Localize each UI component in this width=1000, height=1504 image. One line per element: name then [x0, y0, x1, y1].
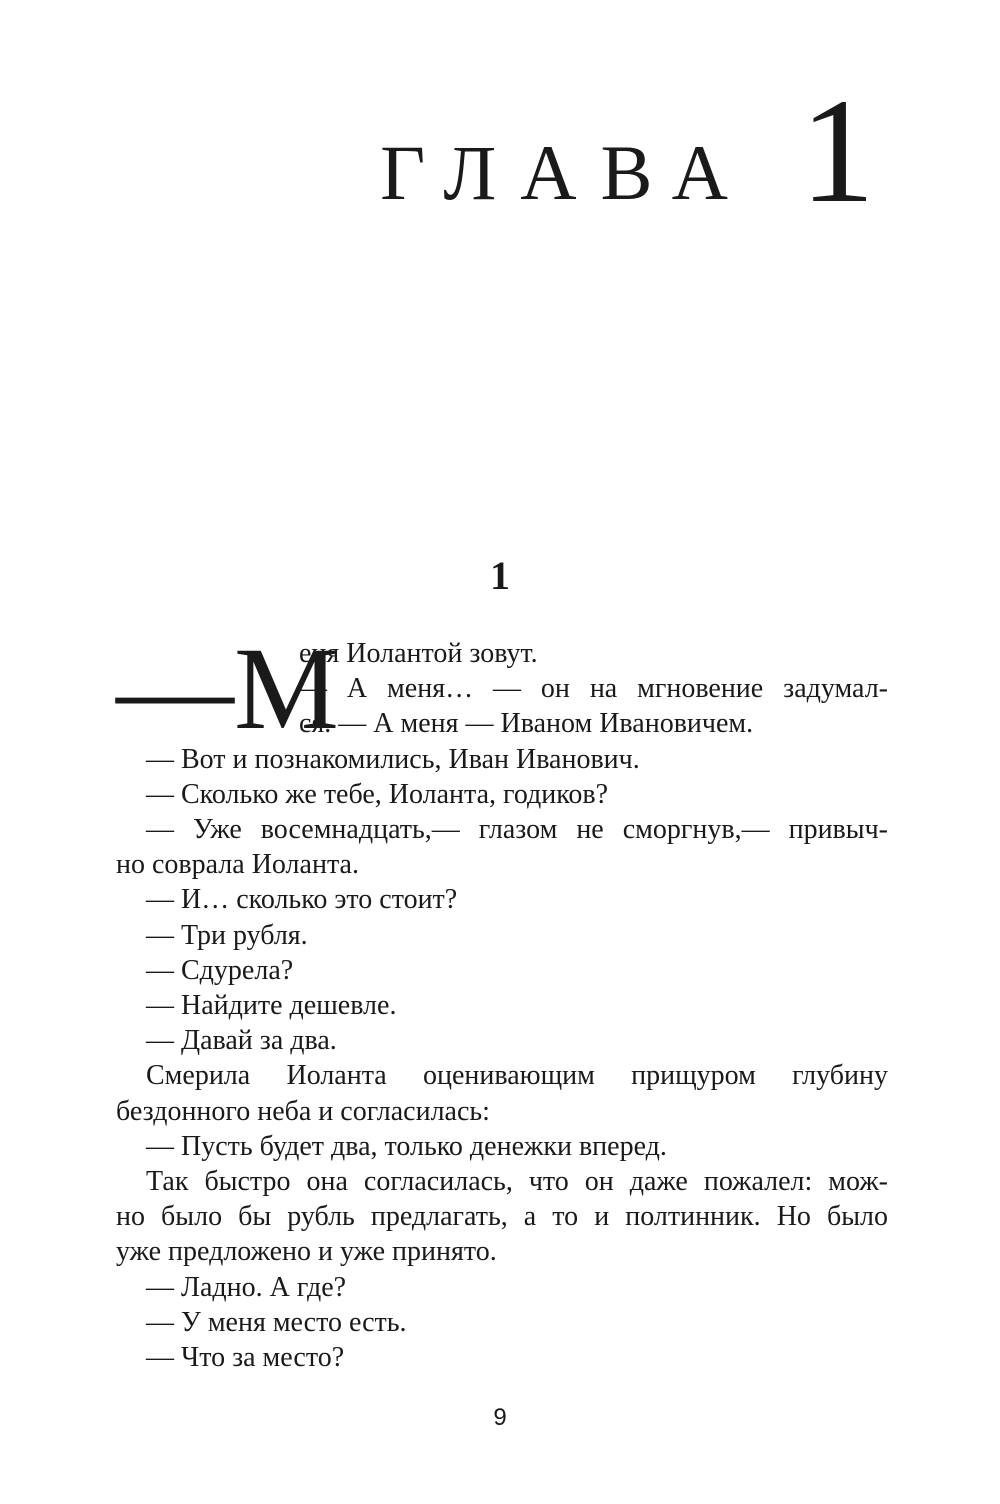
text-line: — И… сколько это стоит?: [146, 884, 458, 916]
page-number: 9: [493, 1404, 507, 1431]
text-line: но соврала Иоланта.: [116, 849, 359, 881]
text-line: — Что за место?: [146, 1342, 345, 1374]
text-line: — Найдите дешевле.: [146, 990, 397, 1022]
text-line: — А меня… — он на мгновение задумал-: [299, 673, 888, 705]
section-number: 1: [490, 553, 510, 598]
body-text: [116, 623, 888, 1375]
text-line: Так быстро она согласилась, что он даже пожалел: мож-: [146, 1166, 888, 1198]
text-line: — Три рубля.: [146, 919, 308, 951]
text-line: Смерила Иоланта оценивающим прищуром глубину: [146, 1060, 888, 1092]
text-line: бездонного неба и согласилась:: [116, 1095, 490, 1127]
text-line: ся. — А меня — Иваном Ивановичем.: [299, 708, 754, 740]
text-line: — Пусть будет два, только денежки вперед.: [146, 1130, 667, 1162]
text-line: — Сдурела?: [146, 954, 294, 986]
text-line: — Сколько же тебе, Иоланта, годиков?: [146, 778, 609, 810]
chapter-title: ГЛАВА: [380, 128, 752, 216]
text-line: — Вот и познакомились, Иван Иванович.: [146, 743, 640, 775]
text-line: уже предложено и уже принято.: [116, 1236, 497, 1268]
drop-cap: —М: [116, 623, 339, 754]
text-line: — У меня место есть.: [146, 1306, 407, 1338]
opening-paragraph: [116, 623, 888, 754]
text-line: — Ладно. А где?: [146, 1271, 347, 1303]
drop-cap-lines: [299, 636, 888, 742]
chapter-number: 1: [800, 68, 875, 234]
text-line: но было бы рубль предлагать, а то и полтинник. Но было: [116, 1201, 888, 1233]
text-line: — Уже восемнадцать,— глазом не сморгнув,— привыч-: [146, 814, 888, 845]
chapter-heading: [380, 68, 875, 234]
text-line: еня Иолантой зовут.: [299, 638, 538, 669]
text-line: — Давай за два.: [146, 1025, 337, 1057]
